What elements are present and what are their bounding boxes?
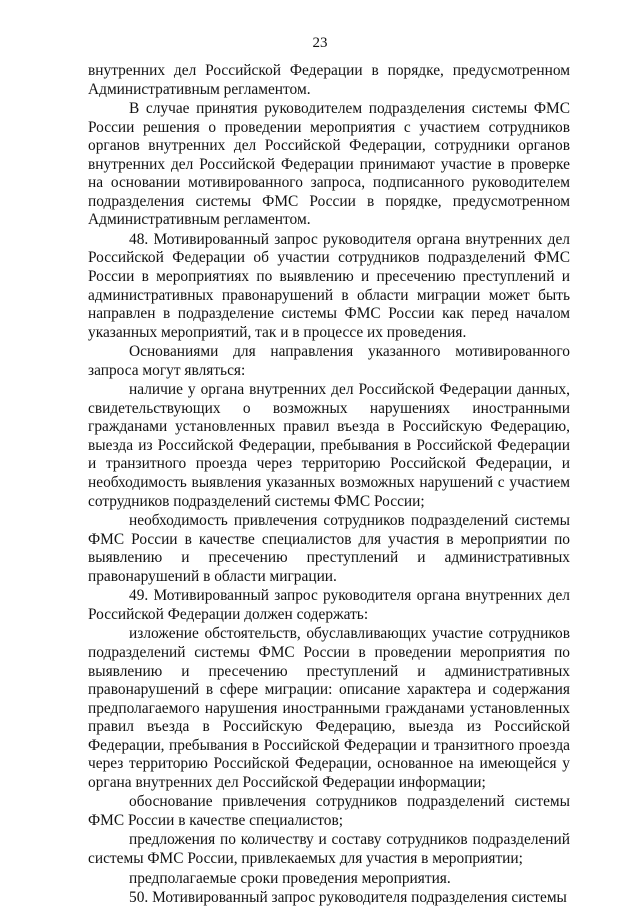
- paragraph-49: 49. Мотивированный запрос руководителя органа внутренних дел Российской Федерации должен содержать:: [88, 587, 570, 623]
- paragraph-48: 48. Мотивированный запрос руководителя органа внутренних дел Российской Федерации об участии сотрудников подразделений ФМС России в мероприятиях по выявлению и пресечению преступлений и административных правонарушений в области миграции может быть направлен в подразделение системы ФМС России как перед началом указанных мероприятий, так и в процессе их проведения.: [88, 230, 570, 341]
- paragraph-fms-decision: В случае принятия руководителем подразделения системы ФМС России решения о проведении мероприятия с участием сотрудников органов внутренних дел Российской Федерации, сотрудники органов внутренних дел Российской Федерации принимают участие в проверке на основании мотивированного запроса, подписанного руководителем подразделения системы ФМС России в порядке, предусмотренном Административным регламентом.: [88, 100, 570, 229]
- paragraph-proposals: предложения по количеству и составу сотрудников подразделений системы ФМС России, привлекаемых для участия в мероприятии;: [88, 831, 570, 867]
- paragraph-justification: обоснование привлечения сотрудников подразделений системы ФМС России в качестве специалистов;: [88, 793, 570, 829]
- paragraph-timing: предполагаемые сроки проведения мероприятия.: [129, 869, 451, 887]
- paragraph-ground-specialists: необходимость привлечения сотрудников подразделений системы ФМС России в качестве специалистов для участия в мероприятии по выявлению и пресечению преступлений и административных правонарушений в области миграции.: [88, 512, 570, 585]
- paragraph-circumstances: изложение обстоятельств, обуславливающих участие сотрудников подразделений системы ФМС России в проведении мероприятия по выявлению и пресечению преступлений и административных правонарушений в сфере миграции: описание характера и содержания предполагаемого нарушения иностранными гражданами установленных правил въезда в Российскую Федерацию, выезда из Российской Федерации, пребывания в Российской Федерации и транзитного проезда через территорию Российской Федерации, основанное на имеющейся у органа внутренних дел Российской Федерации информации;: [88, 625, 570, 791]
- document-body: [88, 62, 570, 908]
- paragraph-continuation: внутренних дел Российской Федерации в порядке, предусмотренном Административным регламентом.: [88, 62, 570, 98]
- page-number: 23: [312, 35, 328, 51]
- paragraph-grounds-intro: Основаниями для направления указанного мотивированного запроса могут являться:: [88, 343, 570, 379]
- paragraph-ground-data: наличие у органа внутренних дел Российской Федерации данных, свидетельствующих о возможных нарушениях иностранными гражданами установленных правил въезда в Российскую Федерацию, выезда из Российской Федерации, пребывания в Российской Федерации и транзитного проезда через территорию Российской Федерации, и необходимость выявления указанных возможных нарушений с участием сотрудников подразделений системы ФМС России;: [88, 381, 570, 510]
- paragraph-50: 50. Мотивированный запрос руководителя подразделения системы: [129, 889, 567, 907]
